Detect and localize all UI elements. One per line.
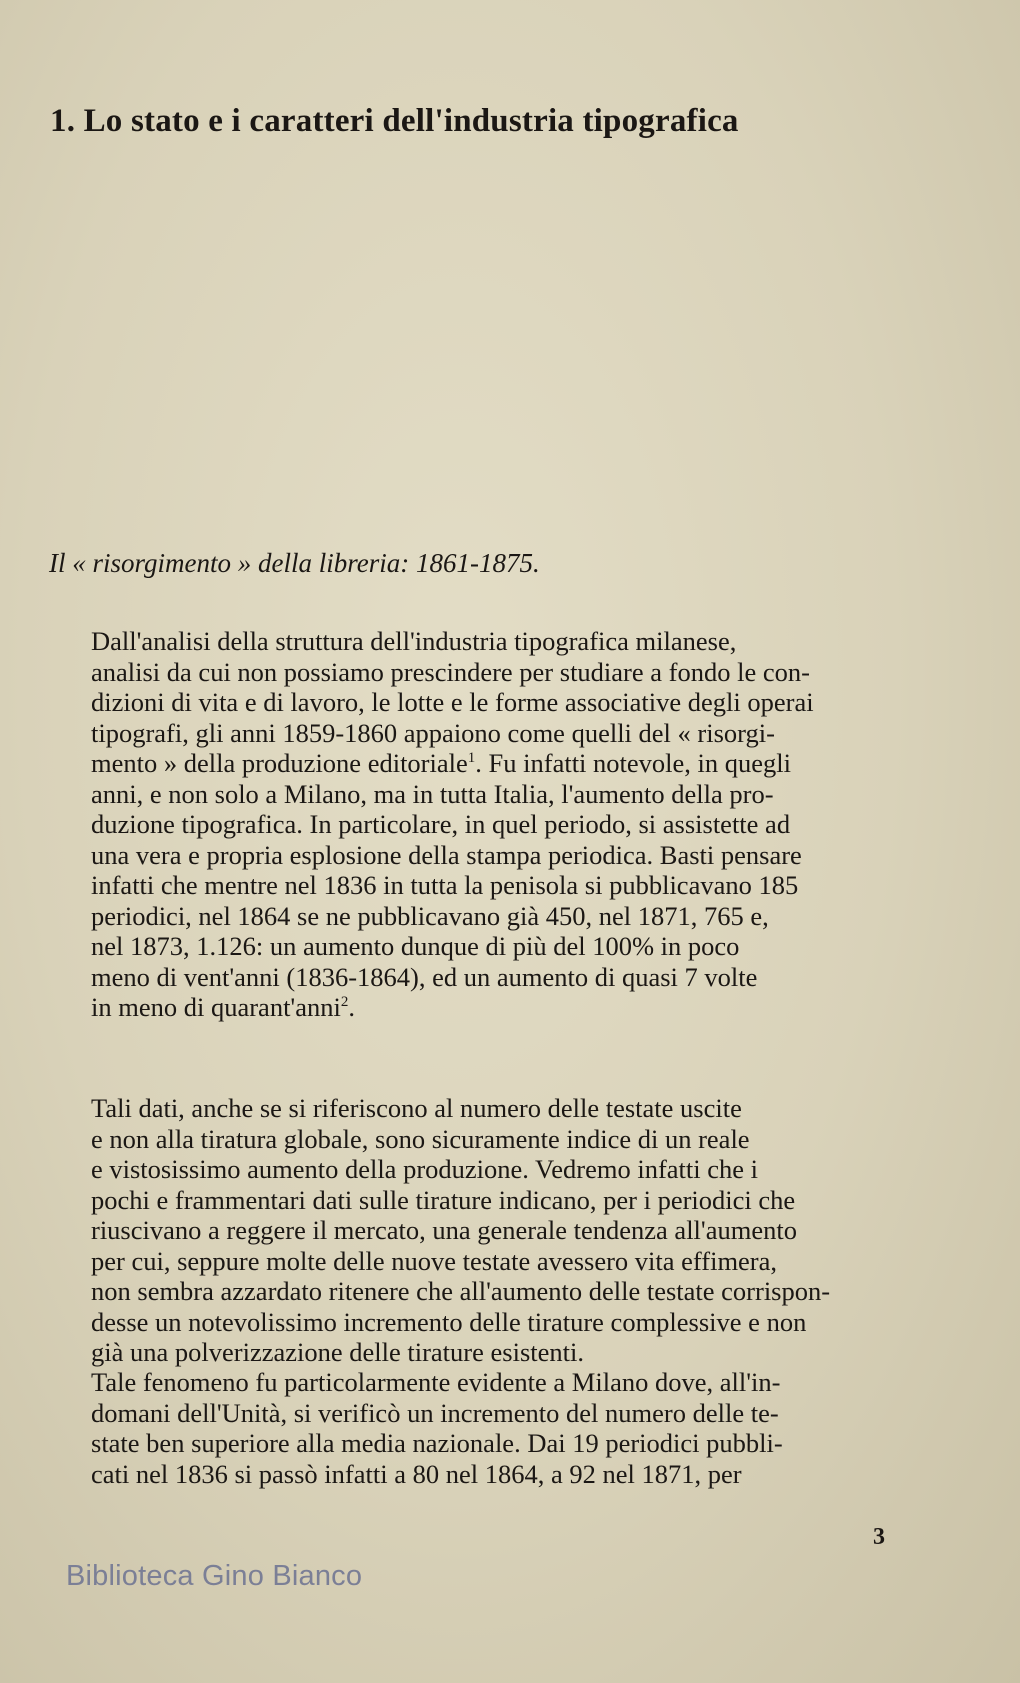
text-line: dizioni di vita e di lavoro, le lotte e le forme associative degli operai — [91, 687, 814, 717]
text-line: periodici, nel 1864 se ne pubblicavano già 450, nel 1871, 765 e, — [91, 900, 769, 931]
paragraph-1 — [49, 626, 891, 1023]
footnote-marker-2: 2 — [340, 994, 349, 1011]
text-line: pochi e frammentari dati sulle tirature indicano, per i periodici che — [91, 1184, 796, 1215]
text-line — [49, 992, 891, 1023]
text-segment: in meno di quarant'anni — [91, 992, 341, 1022]
text-segment: . Fu infatti notevole, in quegli — [475, 748, 792, 778]
watermark: Biblioteca Gino Bianco — [66, 1560, 363, 1592]
section-title: Il « risorgimento » della libreria: 1861-1875. — [49, 548, 540, 578]
text-line: duzione tipografica. In particolare, in quel periodo, si assistette ad — [91, 809, 791, 839]
text-line: già una polverizzazione delle tirature esistenti. — [91, 1337, 584, 1367]
text-line: desse un notevolissimo incremento delle tirature complessive e non — [91, 1306, 807, 1337]
page-number: 3 — [873, 1524, 885, 1550]
paragraph-3 — [49, 1367, 891, 1489]
text-line: state ben superiore alla media nazionale. Dai 19 periodici pubbli- — [91, 1428, 783, 1458]
text-line: domani dell'Unità, si verificò un incremento del numero delle te- — [91, 1397, 779, 1428]
text-line: tipografi, gli anni 1859-1860 appaiono come quelli del « risorgi- — [91, 717, 775, 748]
text-line: infatti che mentre nel 1836 in tutta la penisola si pubblicavano 185 — [91, 870, 799, 900]
text-line: Dall'analisi della struttura dell'industria tipografica milanese, — [91, 626, 737, 656]
text-line: Tali dati, anche se si riferiscono al numero delle testate uscite — [91, 1093, 742, 1123]
text-line: non sembra azzardato ritenere che all'aumento delle testate corrispon- — [91, 1276, 831, 1306]
text-line: una vera e propria esplosione della stampa periodica. Basti pensare — [91, 839, 802, 870]
text-line: Tale fenomeno fu particolarmente evidente a Milano dove, all'in- — [91, 1367, 781, 1397]
text-line — [49, 748, 891, 779]
chapter-title: 1. Lo stato e i caratteri dell'industria tipografica — [50, 103, 739, 139]
text-line: cati nel 1836 si passò infatti a 80 nel 1864, a 92 nel 1871, per — [91, 1458, 742, 1489]
paragraph-2 — [49, 1093, 891, 1368]
text-line: analisi da cui non possiamo prescindere per studiare a fondo le con- — [91, 656, 810, 687]
text-segment: mento » della produzione editoriale — [91, 748, 468, 778]
footnote-marker-1: 1 — [467, 750, 476, 767]
text-segment: . — [348, 992, 355, 1022]
text-line: per cui, seppure molte delle nuove testate avessero vita effimera, — [91, 1245, 778, 1276]
text-line: riuscivano a reggere il mercato, una generale tendenza all'aumento — [91, 1215, 797, 1245]
text-line: e vistosissimo aumento della produzione. Vedremo infatti che i — [91, 1154, 759, 1184]
text-line: e non alla tiratura globale, sono sicuramente indice di un reale — [91, 1123, 750, 1154]
text-line: meno di vent'anni (1836-1864), ed un aumento di quasi 7 volte — [91, 961, 758, 992]
text-line: nel 1873, 1.126: un aumento dunque di più del 100% in poco — [91, 931, 740, 961]
text-line: anni, e non solo a Milano, ma in tutta Italia, l'aumento della pro- — [91, 778, 774, 809]
